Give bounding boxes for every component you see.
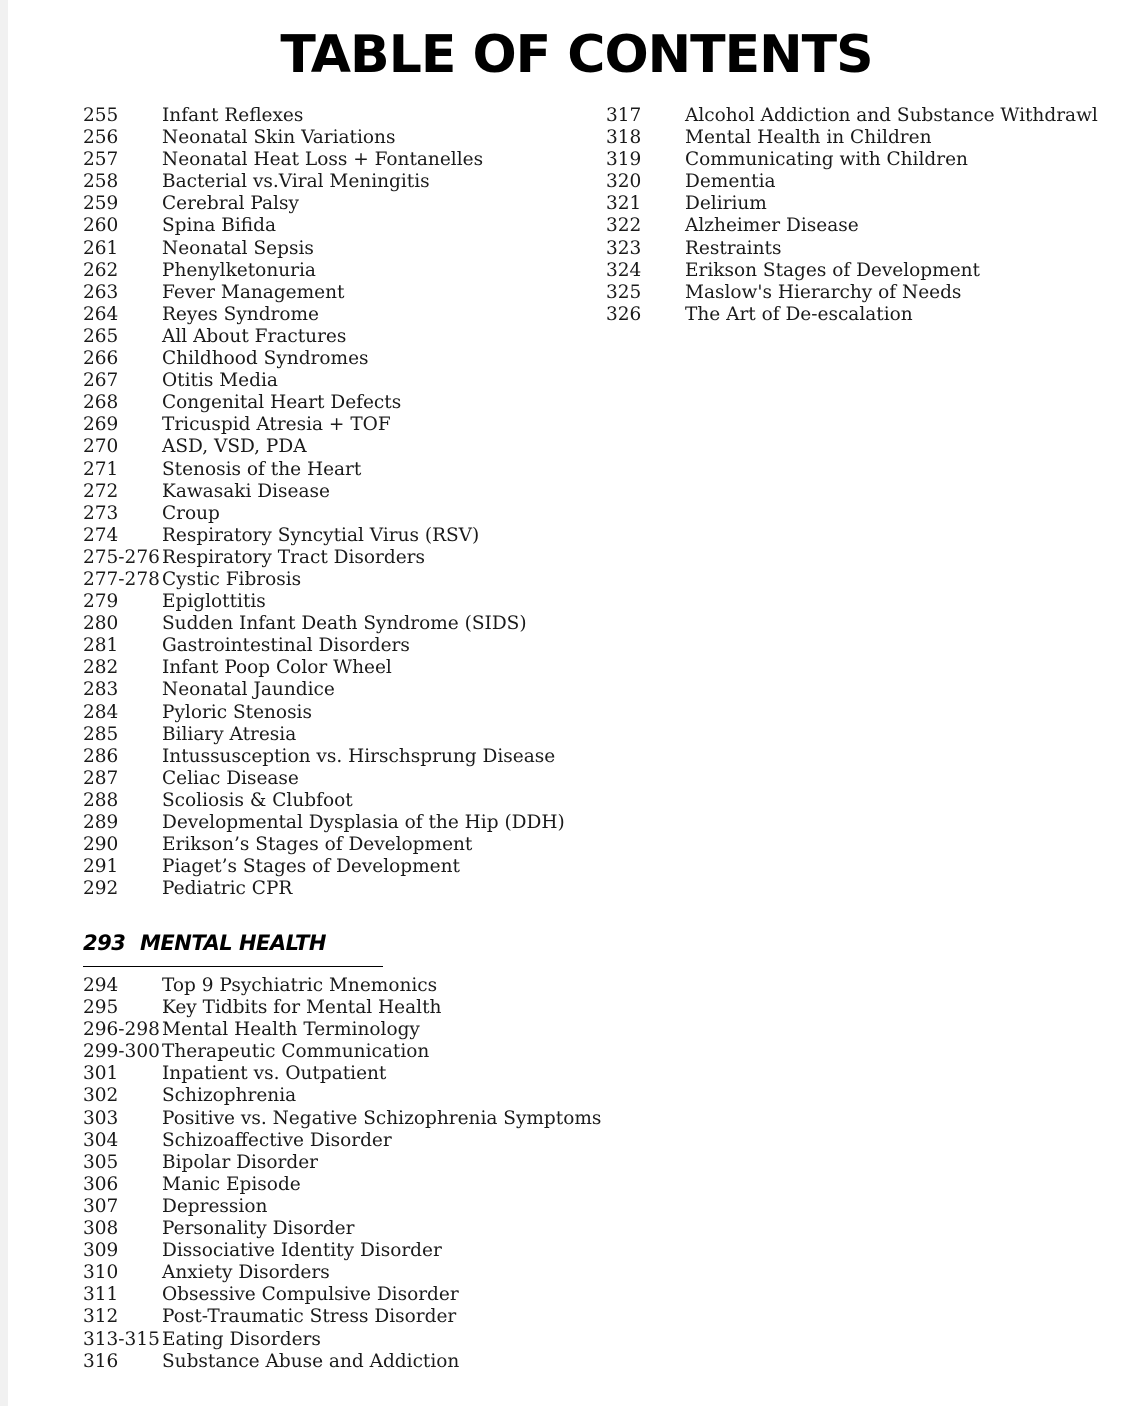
toc-page-number: 265: [83, 325, 119, 347]
toc-entry-title: Epiglottitis: [162, 591, 266, 613]
toc-entry-title: Kawasaki Disease: [162, 480, 330, 502]
toc-entry-title: Childhood Syndromes: [162, 348, 369, 370]
toc-entry: [83, 260, 565, 282]
toc-entry-title: Restraints: [685, 237, 782, 259]
toc-entry-title: Therapeutic Communication: [162, 1041, 430, 1063]
toc-page-number: 271: [83, 458, 119, 480]
toc-entry-title: Phenylketonuria: [162, 259, 316, 281]
toc-page-number: 281: [83, 635, 119, 657]
toc-entry-title: Alzheimer Disease: [685, 215, 859, 237]
toc-page-number: 256: [83, 127, 119, 149]
toc-entry-title: Top 9 Psychiatric Mnemonics: [162, 975, 438, 996]
section-heading-mental-health: [83, 928, 383, 967]
toc-page-number: 321: [606, 193, 642, 215]
toc-entry: [83, 812, 565, 834]
toc-entry-title: Schizoaffective Disorder: [162, 1129, 392, 1151]
toc-entry-title: Pediatric CPR: [162, 878, 293, 900]
toc-entry-title: Dementia: [685, 171, 776, 193]
toc-entry: [83, 1284, 601, 1306]
toc-column-left: [83, 105, 565, 900]
toc-entry: [606, 149, 1098, 171]
toc-column-right: [606, 105, 1098, 326]
toc-page-number: 270: [83, 436, 119, 458]
toc-entry-title: Inpatient vs. Outpatient: [162, 1063, 387, 1085]
toc-entry-title: Bacterial vs.Viral Meningitis: [162, 171, 430, 193]
toc-entry: [83, 370, 565, 392]
toc-page-number: 323: [606, 237, 642, 259]
toc-entry: [83, 1240, 601, 1262]
toc-entry: [83, 127, 565, 149]
toc-page-number: 261: [83, 237, 119, 259]
toc-page-number: 259: [83, 193, 119, 215]
toc-entry: [83, 304, 565, 326]
toc-entry: [83, 834, 565, 856]
toc-entry: [83, 1262, 601, 1284]
toc-entry: [83, 348, 565, 370]
toc-page-number: 288: [83, 789, 119, 811]
toc-page-number: 280: [83, 613, 119, 635]
toc-page-number: 284: [83, 701, 119, 723]
toc-page-number: 266: [83, 348, 119, 370]
toc-page-number: 295: [83, 997, 119, 1019]
toc-page-number: 291: [83, 856, 119, 878]
toc-page-number: 282: [83, 657, 119, 679]
toc-entry-title: Croup: [162, 502, 220, 524]
toc-entry: [606, 304, 1098, 326]
toc-page-number: 279: [83, 591, 119, 613]
toc-entry: [83, 1063, 601, 1085]
toc-entry-title: Scoliosis & Clubfoot: [162, 789, 353, 811]
toc-page-number: 320: [606, 171, 642, 193]
toc-entry-title: Eating Disorders: [162, 1328, 321, 1350]
toc-entry: [83, 856, 565, 878]
toc-entry: [83, 768, 565, 790]
toc-entry-title: Stenosis of the Heart: [162, 458, 362, 480]
toc-entry: [606, 193, 1098, 215]
toc-entry-title: Key Tidbits for Mental Health: [162, 997, 442, 1019]
section-page-number: 293: [83, 931, 126, 955]
toc-page-number: 325: [606, 281, 642, 303]
toc-entry: [83, 392, 565, 414]
toc-page-number: 286: [83, 745, 119, 767]
toc-page-number: 275-276: [83, 546, 160, 568]
toc-entry: [606, 282, 1098, 304]
toc-entry: [83, 238, 565, 260]
toc-entry: [83, 149, 565, 171]
toc-entry: [606, 171, 1098, 193]
toc-page-number: 306: [83, 1173, 119, 1195]
toc-entry: [83, 1218, 601, 1240]
toc-page-number: 290: [83, 834, 119, 856]
toc-entry: [83, 790, 565, 812]
toc-page-number: 318: [606, 127, 642, 149]
toc-page-number: 310: [83, 1262, 119, 1284]
toc-entry-title: Erikson Stages of Development: [685, 259, 980, 281]
toc-entry: [83, 1019, 601, 1041]
toc-page-number: 273: [83, 502, 119, 524]
toc-entry: [83, 657, 565, 679]
toc-page-number: 304: [83, 1129, 119, 1151]
toc-entry-title: Communicating with Children: [685, 149, 968, 171]
toc-entry: [83, 591, 565, 613]
toc-entry: [606, 215, 1098, 237]
toc-page-number: 305: [83, 1151, 119, 1173]
toc-entry-title: Intussusception vs. Hirschsprung Disease: [162, 745, 556, 767]
toc-entry-title: Reyes Syndrome: [162, 303, 320, 325]
toc-entry-title: Infant Poop Color Wheel: [162, 657, 392, 679]
toc-entry: [83, 569, 565, 591]
toc-page-number: 312: [83, 1306, 119, 1328]
toc-page-number: 289: [83, 812, 119, 833]
toc-entry: [83, 1108, 601, 1130]
toc-page-number: 255: [83, 105, 119, 126]
toc-entry: [83, 1130, 601, 1152]
toc-entry-title: The Art of De-escalation: [685, 303, 913, 325]
toc-entry: [83, 414, 565, 436]
toc-entry-title: Respiratory Tract Disorders: [162, 546, 425, 568]
toc-entry-title: Biliary Atresia: [162, 723, 297, 745]
toc-page-number: 274: [83, 524, 119, 546]
toc-entry-title: Piaget’s Stages of Development: [162, 856, 460, 878]
toc-entry: [83, 746, 565, 768]
toc-entry-title: Infant Reflexes: [162, 105, 304, 126]
toc-entry: [83, 282, 565, 304]
toc-entry-title: Erikson’s Stages of Development: [162, 834, 473, 856]
toc-page-number: 262: [83, 259, 119, 281]
toc-entry: [83, 105, 565, 127]
toc-page-number: 301: [83, 1063, 119, 1085]
toc-entry: [606, 238, 1098, 260]
toc-entry-title: Respiratory Syncytial Virus (RSV): [162, 524, 480, 546]
toc-page-number: 303: [83, 1107, 119, 1129]
toc-page-number: 313-315: [83, 1328, 160, 1350]
toc-page-number: 294: [83, 975, 119, 996]
toc-entry: [83, 1041, 601, 1063]
toc-page-number: 324: [606, 259, 642, 281]
toc-entry-title: Congenital Heart Defects: [162, 392, 402, 414]
toc-entry-title: Bipolar Disorder: [162, 1151, 319, 1173]
toc-entry-title: Maslow's Hierarchy of Needs: [685, 281, 962, 303]
toc-entry-title: Celiac Disease: [162, 767, 299, 789]
toc-entry: [83, 1196, 601, 1218]
toc-entry: [83, 459, 565, 481]
toc-page-number: 308: [83, 1218, 119, 1240]
toc-entry-title: Otitis Media: [162, 370, 278, 392]
toc-entry-title: Cystic Fibrosis: [162, 568, 302, 590]
toc-entry-title: Tricuspid Atresia + TOF: [162, 414, 391, 436]
page-edge: [0, 0, 8, 1406]
toc-page-number: 272: [83, 480, 119, 502]
toc-entry: [83, 1174, 601, 1196]
toc-entry: [83, 702, 565, 724]
toc-entry: [83, 171, 565, 193]
toc-page-number: 260: [83, 215, 119, 237]
toc-page-number: 319: [606, 149, 642, 171]
toc-entry-title: Manic Episode: [162, 1173, 301, 1195]
toc-page-number: 263: [83, 281, 119, 303]
toc-page-number: 307: [83, 1195, 119, 1217]
toc-entry-title: Pyloric Stenosis: [162, 701, 312, 723]
toc-entry: [83, 679, 565, 701]
toc-entry-title: Delirium: [685, 193, 767, 215]
toc-entry-title: Post-Traumatic Stress Disorder: [162, 1306, 457, 1328]
toc-entry-title: Positive vs. Negative Schizophrenia Symptoms: [162, 1107, 602, 1129]
section-title: MENTAL HEALTH: [140, 931, 326, 955]
toc-entry: [83, 975, 601, 997]
toc-entry: [606, 260, 1098, 282]
toc-page-number: 283: [83, 679, 119, 701]
toc-page-number: 285: [83, 723, 119, 745]
toc-entry-title: Neonatal Skin Variations: [162, 127, 396, 149]
toc-entry-title: Anxiety Disorders: [162, 1262, 330, 1284]
toc-entry: [83, 215, 565, 237]
toc-entry: [83, 481, 565, 503]
toc-page-number: 296-298: [83, 1019, 160, 1041]
page-title: TABLE OF CONTENTS: [280, 25, 873, 85]
toc-entry: [83, 503, 565, 525]
toc-entry: [83, 635, 565, 657]
toc-entry: [83, 326, 565, 348]
toc-column-mental-health: [83, 975, 601, 1373]
toc-entry-title: Sudden Infant Death Syndrome (SIDS): [162, 613, 527, 635]
toc-entry-title: Neonatal Jaundice: [162, 679, 335, 701]
toc-page-number: 316: [83, 1350, 119, 1372]
toc-page-number: 268: [83, 392, 119, 414]
toc-entry: [606, 105, 1098, 127]
toc-entry-title: Mental Health in Children: [685, 127, 932, 149]
toc-entry: [83, 613, 565, 635]
toc-entry-title: Obsessive Compulsive Disorder: [162, 1284, 459, 1306]
toc-entry-title: Gastrointestinal Disorders: [162, 635, 410, 657]
toc-entry: [83, 193, 565, 215]
toc-entry-title: All About Fractures: [162, 325, 347, 347]
toc-page-number: 309: [83, 1240, 119, 1262]
toc-entry-title: Developmental Dysplasia of the Hip (DDH): [162, 812, 565, 833]
toc-entry: [83, 1351, 601, 1373]
toc-page-number: 311: [83, 1284, 119, 1306]
toc-page-number: 267: [83, 370, 119, 392]
toc-entry-title: Schizophrenia: [162, 1085, 297, 1107]
toc-entry-title: ASD, VSD, PDA: [162, 436, 307, 458]
toc-entry-title: Substance Abuse and Addiction: [162, 1350, 460, 1372]
toc-entry-title: Depression: [162, 1195, 268, 1217]
toc-entry-title: Neonatal Sepsis: [162, 237, 314, 259]
toc-entry: [83, 997, 601, 1019]
toc-entry: [83, 525, 565, 547]
toc-entry: [83, 547, 565, 569]
toc-entry: [83, 436, 565, 458]
toc-entry-title: Spina Bifida: [162, 215, 276, 237]
toc-page-number: 299-300: [83, 1041, 160, 1063]
toc-entry: [83, 1085, 601, 1107]
toc-page-number: 269: [83, 414, 119, 436]
toc-entry-title: Fever Management: [162, 281, 345, 303]
toc-page-number: 326: [606, 303, 642, 325]
toc-page-number: 292: [83, 878, 119, 900]
toc-entry: [83, 1329, 601, 1351]
toc-page-number: 277-278: [83, 568, 160, 590]
toc-entry: [606, 127, 1098, 149]
toc-entry-title: Mental Health Terminology: [162, 1019, 420, 1041]
toc-entry: [83, 1152, 601, 1174]
toc-page-number: 302: [83, 1085, 119, 1107]
toc-page-number: 257: [83, 149, 119, 171]
toc-entry-title: Alcohol Addiction and Substance Withdrawl: [685, 105, 1098, 126]
toc-page-number: 264: [83, 303, 119, 325]
toc-page-number: 287: [83, 767, 119, 789]
toc-entry-title: Neonatal Heat Loss + Fontanelles: [162, 149, 484, 171]
toc-entry: [83, 1306, 601, 1328]
toc-entry-title: Dissociative Identity Disorder: [162, 1240, 442, 1262]
toc-entry-title: Cerebral Palsy: [162, 193, 299, 215]
toc-entry: [83, 878, 565, 900]
toc-page-number: 258: [83, 171, 119, 193]
toc-page-number: 317: [606, 105, 642, 126]
toc-entry-title: Personality Disorder: [162, 1218, 355, 1240]
toc-entry: [83, 724, 565, 746]
toc-page-number: 322: [606, 215, 642, 237]
